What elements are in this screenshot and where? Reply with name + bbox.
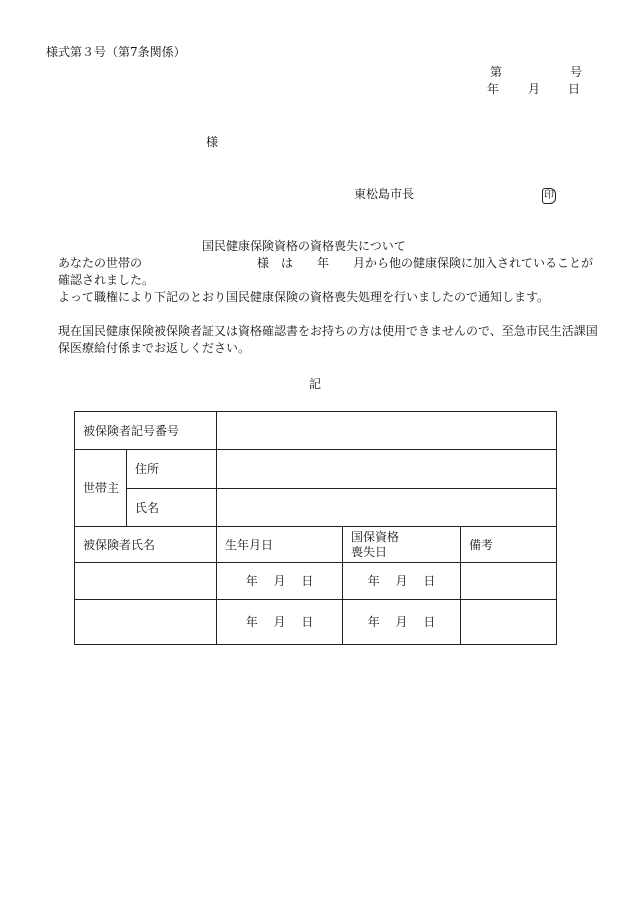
household-rest: 様 は 年 月から他の健康保険に加入されていることが確認されました。 — [58, 256, 594, 287]
notice-title: 国民健康保険資格の資格喪失について — [202, 239, 406, 253]
insured-number-value — [217, 412, 557, 450]
loss-date-value: 年 月 日 — [343, 563, 461, 600]
insured-number-label: 被保険者記号番号 — [75, 412, 217, 450]
birthdate-value: 年 月 日 — [217, 563, 343, 600]
insured-name-value — [75, 600, 217, 645]
insured-info-table — [74, 411, 557, 645]
paragraph-return: 現在国民健康保険被保険者証又は資格確認書をお持ちの方は使用できませんので、至急市民生活課国保医療給付係までお返しください。 — [58, 324, 598, 355]
birthdate-value: 年 月 日 — [217, 600, 343, 645]
form-number: 様式第３号（第7条関係） — [46, 45, 186, 59]
loss-date-value: 年 月 日 — [343, 600, 461, 645]
remarks-value — [461, 600, 557, 645]
seal-mark: 印 — [542, 188, 556, 204]
householder-label: 世帯主 — [75, 450, 127, 527]
birthdate-label: 生年月日 — [217, 527, 343, 563]
paragraph-processing: よって職権により下記のとおり国民健康保険の資格喪失処理を行いましたので通知します。 — [58, 290, 550, 304]
doc-number-suffix: 号 — [570, 65, 583, 79]
address-label: 住所 — [127, 450, 217, 489]
table-row — [75, 412, 557, 450]
name-value — [217, 489, 557, 527]
doc-number-prefix: 第 — [490, 65, 503, 79]
remarks-label: 備考 — [461, 527, 557, 563]
loss-date-label — [343, 527, 461, 563]
issuer: 東松島市長 — [354, 187, 415, 201]
table-row — [75, 600, 557, 645]
loss-date-label-line1: 国保資格 — [351, 529, 400, 544]
household-prefix: あなたの世帯の — [58, 256, 143, 270]
table-row — [75, 563, 557, 600]
date-year: 年 — [487, 82, 500, 96]
address-value — [217, 450, 557, 489]
table-row — [75, 527, 557, 563]
addressee-suffix: 様 — [206, 135, 219, 149]
name-label: 氏名 — [127, 489, 217, 527]
date-day: 日 — [568, 82, 581, 96]
paragraph-household — [46, 255, 598, 289]
ki-heading: 記 — [309, 377, 322, 391]
insured-name-label: 被保険者氏名 — [75, 527, 217, 563]
table-row — [75, 489, 557, 527]
date-month: 月 — [528, 82, 541, 96]
insured-name-value — [75, 563, 217, 600]
table-row — [75, 450, 557, 489]
remarks-value — [461, 563, 557, 600]
loss-date-label-line2: 喪失日 — [351, 544, 388, 559]
